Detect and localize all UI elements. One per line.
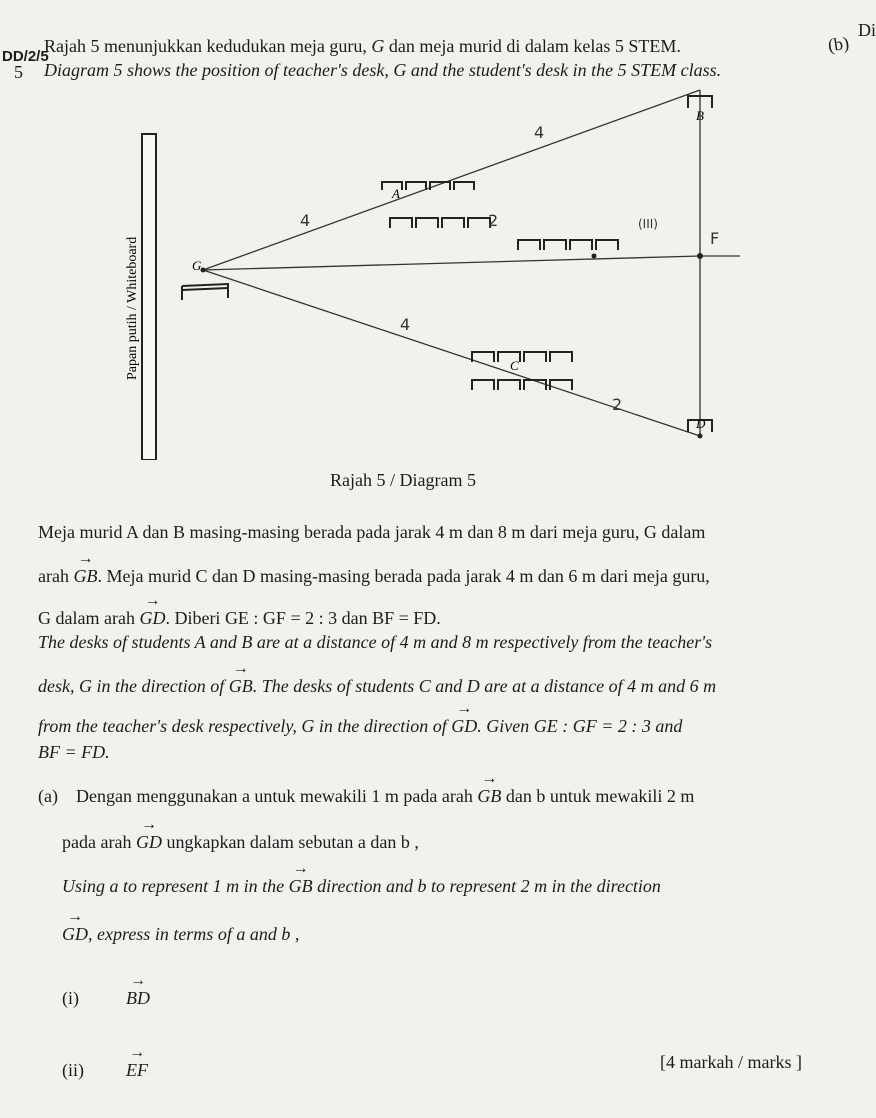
teacher-desk — [182, 284, 228, 300]
line-GB — [203, 90, 700, 270]
intro-malay: Rajah 5 menunjukkan kedudukan meja guru, G dan meja murid di dalam kelas 5 STEM. — [44, 36, 681, 56]
handwritten-4b: 4 — [300, 211, 311, 230]
side-part-label: (b) — [826, 32, 851, 56]
marks-label: [4 markah / marks ] — [660, 1052, 802, 1072]
side-cut-text: Di — [858, 20, 876, 40]
handwritten-III: (III) — [638, 217, 658, 231]
label-C: C — [510, 358, 519, 373]
body-eng-line1: The desks of students A and B are at a distance of 4 m and 8 m respectively from the teacher's — [38, 632, 713, 652]
label-A: A — [392, 186, 400, 201]
intro-english: Diagram 5 shows the position of teacher's desk, G and the student's desk in the 5 STEM class. — [44, 60, 722, 80]
diagram-caption: Rajah 5 / Diagram 5 — [330, 470, 476, 490]
whiteboard-label: Papan putih / Whiteboard — [125, 236, 140, 380]
line-GD — [203, 270, 700, 436]
part-a-label: (a) — [38, 786, 58, 806]
body-malay-line2: arah → GB. Meja murid C dan D masing-masing berada pada jarak 4 m dan 6 m dari meja guru, — [38, 566, 710, 587]
label-G: G — [192, 258, 202, 273]
part-a-eng-line1: Using a to represent 1 m in the → GB direction and b to represent 2 m in the direction — [62, 876, 661, 897]
line-GF — [203, 256, 700, 270]
handwritten-4a: 4 — [534, 123, 545, 142]
question-number: 5 — [14, 62, 23, 82]
body-malay-line1: Meja murid A dan B masing-masing berada pada jarak 4 m dan 8 m dari meja guru, G dalam — [38, 522, 706, 542]
label-D: D — [696, 416, 706, 431]
body-eng-line4: BF = FD. — [38, 742, 110, 762]
handwritten-2a: 2 — [488, 211, 499, 230]
part-a-eng-line2: → GD, express in terms of a and b , — [62, 924, 299, 945]
paper-code: DD/2/5 — [2, 48, 49, 65]
body-malay-line3: G dalam arah → GD. Diberi GE : GF = 2 : 3 dan BF = FD. — [38, 608, 441, 629]
classroom-diagram — [100, 80, 760, 460]
label-B: B — [696, 108, 704, 123]
sub-i-vector: → BD — [126, 988, 150, 1009]
handwritten-F: F — [710, 229, 720, 248]
whiteboard — [142, 134, 156, 460]
sub-ii-vector: → EF — [126, 1060, 148, 1081]
part-a-malay-line1: Dengan menggunakan a untuk mewakili 1 m pada arah → GB dan b untuk mewakili 2 m — [76, 786, 694, 807]
part-a-malay-line2: pada arah → GD ungkapkan dalam sebutan a dan b , — [62, 832, 419, 853]
handwritten-4c: 4 — [400, 315, 411, 334]
sub-ii-label: (ii) — [62, 1060, 84, 1080]
sub-i-label: (i) — [62, 988, 79, 1008]
handwritten-2b: 2 — [612, 395, 623, 414]
body-eng-line3: from the teacher's desk respectively, G in the direction of → GD. Given GE : GF = 2 : 3 and — [38, 716, 682, 737]
body-eng-line2: desk, G in the direction of → GB. The desks of students C and D are at a distance of 4 m and 6 m — [38, 676, 716, 697]
